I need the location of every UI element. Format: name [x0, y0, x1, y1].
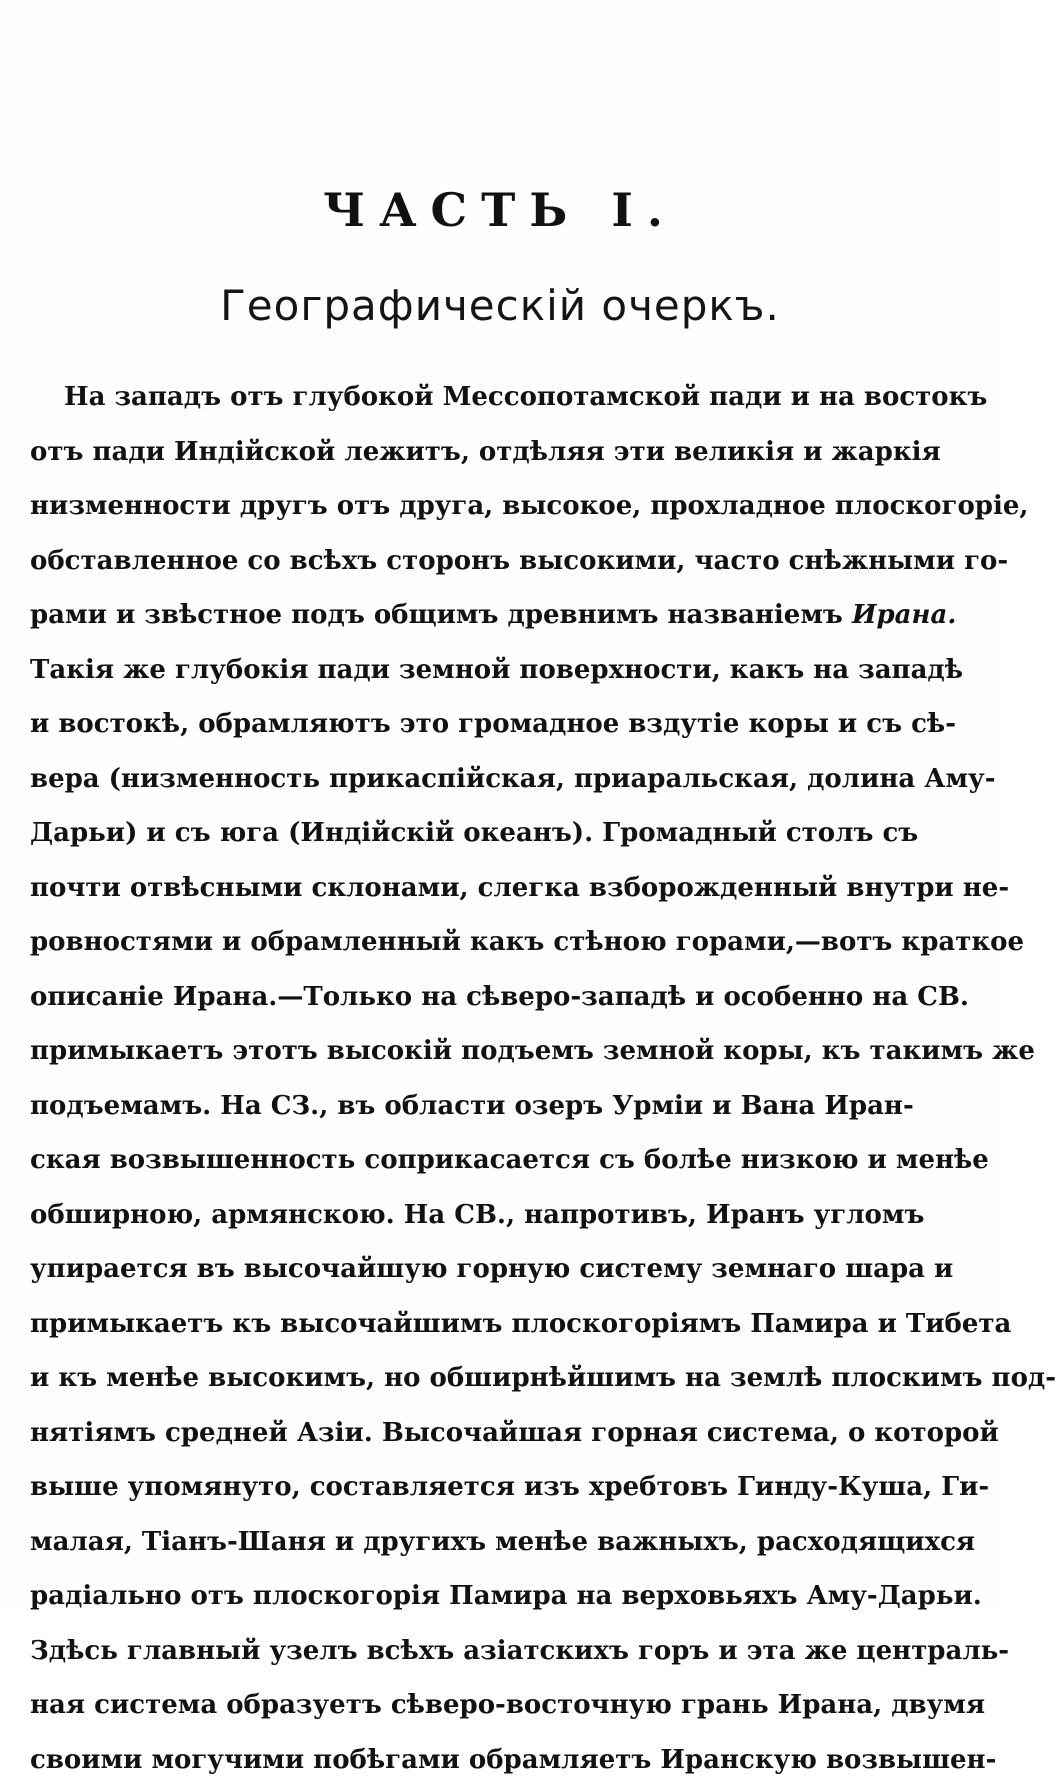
text-line: и востокѣ, обрамляютъ это громадное вздутіе коры и съ сѣ-: [30, 697, 908, 752]
text-line: ровностями и обрамленный какъ стѣною горами,—вотъ краткое: [30, 915, 908, 970]
text-line: примыкаетъ къ высочайшимъ плоскогоріямъ Памира и Тибета: [30, 1297, 908, 1352]
text-line: выше упомянуто, составляется изъ хребтовъ Гинду-Куша, Ги-: [30, 1460, 908, 1515]
text-line: описаніе Ирана.—Только на сѣверо-западѣ и особенно на СВ.: [30, 970, 908, 1025]
text-line: примыкаетъ этотъ высокій подъемъ земной коры, къ такимъ же: [30, 1024, 908, 1079]
text-line: [30, 588, 908, 643]
text-line: низменности другъ отъ друга, высокое, прохладное плоскогоріе,: [30, 479, 908, 534]
text-line: и къ менѣе высокимъ, но обширнѣйшимъ на землѣ плоскимъ под-: [30, 1351, 908, 1406]
text-line: нятіямъ средней Азіи. Высочайшая горная система, о которой: [30, 1406, 908, 1461]
text-line: Такія же глубокія пади земной поверхности, какъ на западѣ: [30, 643, 908, 698]
text-segment: рами и звѣстное подъ общимъ древнимъ названіемъ: [30, 600, 852, 630]
emphasized-word: Ирана.: [852, 600, 956, 630]
text-line: Дарьи) и съ юга (Индійскій океанъ). Громадный столъ съ: [30, 806, 908, 861]
part-heading: ЧАСТЬ I.: [0, 180, 1000, 240]
text-line: На западъ отъ глубокой Мессопотамской пади и на востокъ: [30, 370, 908, 425]
text-line: почти отвѣсными склонами, слегка взборожденный внутри не-: [30, 861, 908, 916]
text-line: отъ пади Индійской лежитъ, отдѣляя эти великія и жаркія: [30, 425, 908, 480]
text-line: подъемамъ. На СЗ., въ области озеръ Урміи и Вана Иран-: [30, 1079, 908, 1134]
chapter-title: Географическій очеркъ.: [0, 278, 1000, 334]
text-line: вера (низменность прикаспійская, приаральская, долина Аму-: [30, 752, 908, 807]
text-line: упирается въ высочайшую горную систему земнаго шара и: [30, 1242, 908, 1297]
text-line: ская возвышенность соприкасается съ болѣе низкою и менѣе: [30, 1133, 908, 1188]
text-line: ная система образуетъ сѣверо-восточную грань Ирана, двумя: [30, 1678, 908, 1733]
text-line: своими могучими побѣгами обрамляетъ Иранскую возвышен-: [30, 1733, 908, 1787]
text-line: радіально отъ плоскогорія Памира на верховьяхъ Аму-Дарьи.: [30, 1569, 908, 1624]
text-line: обставленное со всѣхъ сторонъ высокими, часто снѣжными го-: [30, 534, 908, 589]
text-line: обширною, армянскою. На СВ., напротивъ, Иранъ угломъ: [30, 1188, 908, 1243]
body-paragraph: [30, 370, 908, 1787]
text-line: малая, Тіанъ-Шаня и другихъ менѣе важныхъ, расходящихся: [30, 1515, 908, 1570]
text-line: Здѣсь главный узелъ всѣхъ азіатскихъ горъ и эта же централь-: [30, 1624, 908, 1679]
